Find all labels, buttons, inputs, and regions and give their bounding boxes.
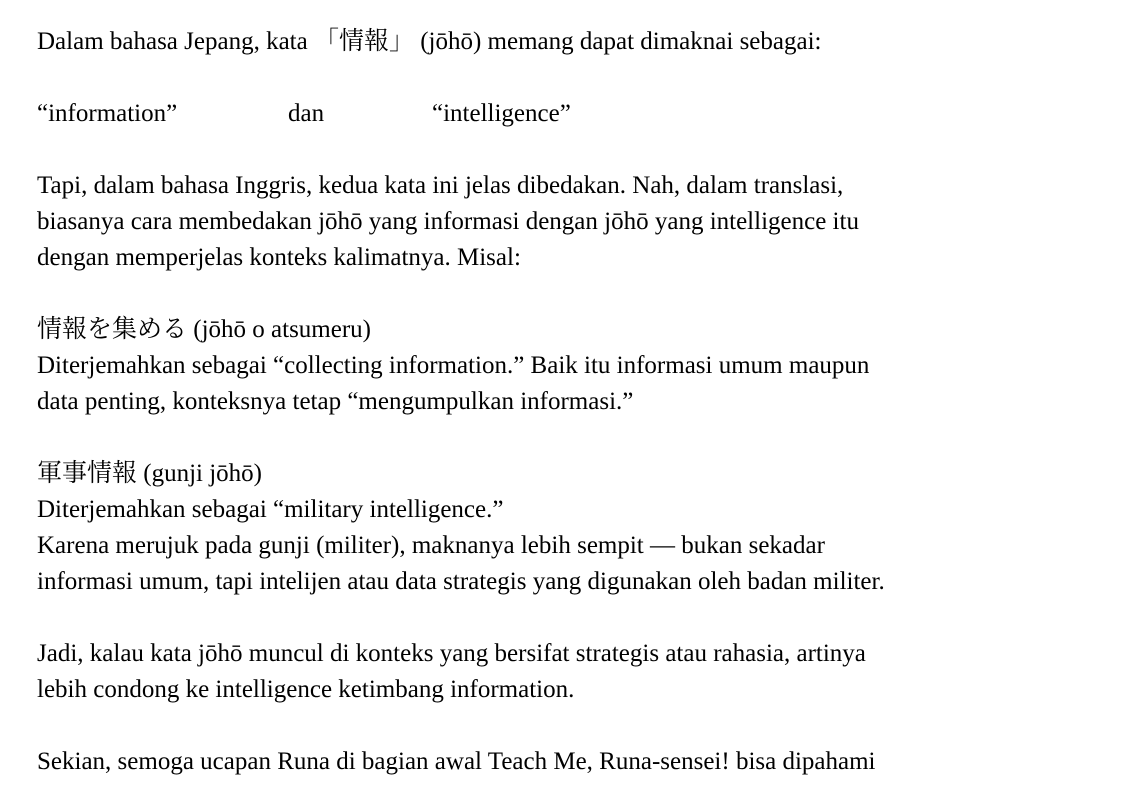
paragraph-line: informasi umum, tapi intelijen atau data strategis yang digunakan oleh badan militer. — [37, 568, 885, 595]
paragraph-line: Diterjemahkan sebagai “military intelligence.” — [37, 496, 504, 523]
example-heading: 軍事情報 (gunji jōhō) — [37, 460, 262, 487]
blank-line — [37, 276, 1122, 312]
paragraph-line: Karena merujuk pada gunji (militer), maknanya lebih sempit — bukan sekadar — [37, 532, 825, 559]
document-body — [37, 24, 1122, 780]
blank-line — [37, 420, 1122, 456]
paragraph-line: Tapi, dalam bahasa Inggris, kedua kata ini jelas dibedakan. Nah, dalam translasi, — [37, 172, 844, 199]
paragraph-line: dengan memperjelas konteks kalimatnya. Misal: — [37, 244, 521, 271]
term-conjunction: dan — [288, 100, 325, 127]
paragraph-line: biasanya cara membedakan jōhō yang informasi dengan jōhō yang intelligence itu — [37, 208, 859, 235]
blank-line — [37, 708, 1122, 744]
paragraph-line: data penting, konteksnya tetap “mengumpulkan informasi.” — [37, 388, 634, 415]
term-intelligence: “intelligence” — [432, 100, 571, 127]
closing-line: Sekian, semoga ucapan Runa di bagian awal Teach Me, Runa-sensei! bisa dipahami — [37, 748, 876, 775]
paragraph-line: Diterjemahkan sebagai “collecting information.” Baik itu informasi umum maupun — [37, 352, 870, 379]
blank-line — [37, 132, 1122, 168]
blank-line — [37, 600, 1122, 636]
blank-line — [37, 60, 1122, 96]
paragraph-line: lebih condong ke intelligence ketimbang information. — [37, 676, 575, 703]
paragraph-line: Jadi, kalau kata jōhō muncul di konteks yang bersifat strategis atau rahasia, artinya — [37, 640, 866, 667]
terms-line — [37, 96, 1122, 132]
intro-line: Dalam bahasa Jepang, kata 「情報」 (jōhō) memang dapat dimaknai sebagai: — [37, 28, 822, 55]
example-heading: 情報を集める (jōhō o atsumeru) — [37, 316, 371, 343]
term-information: “information” — [37, 100, 178, 127]
